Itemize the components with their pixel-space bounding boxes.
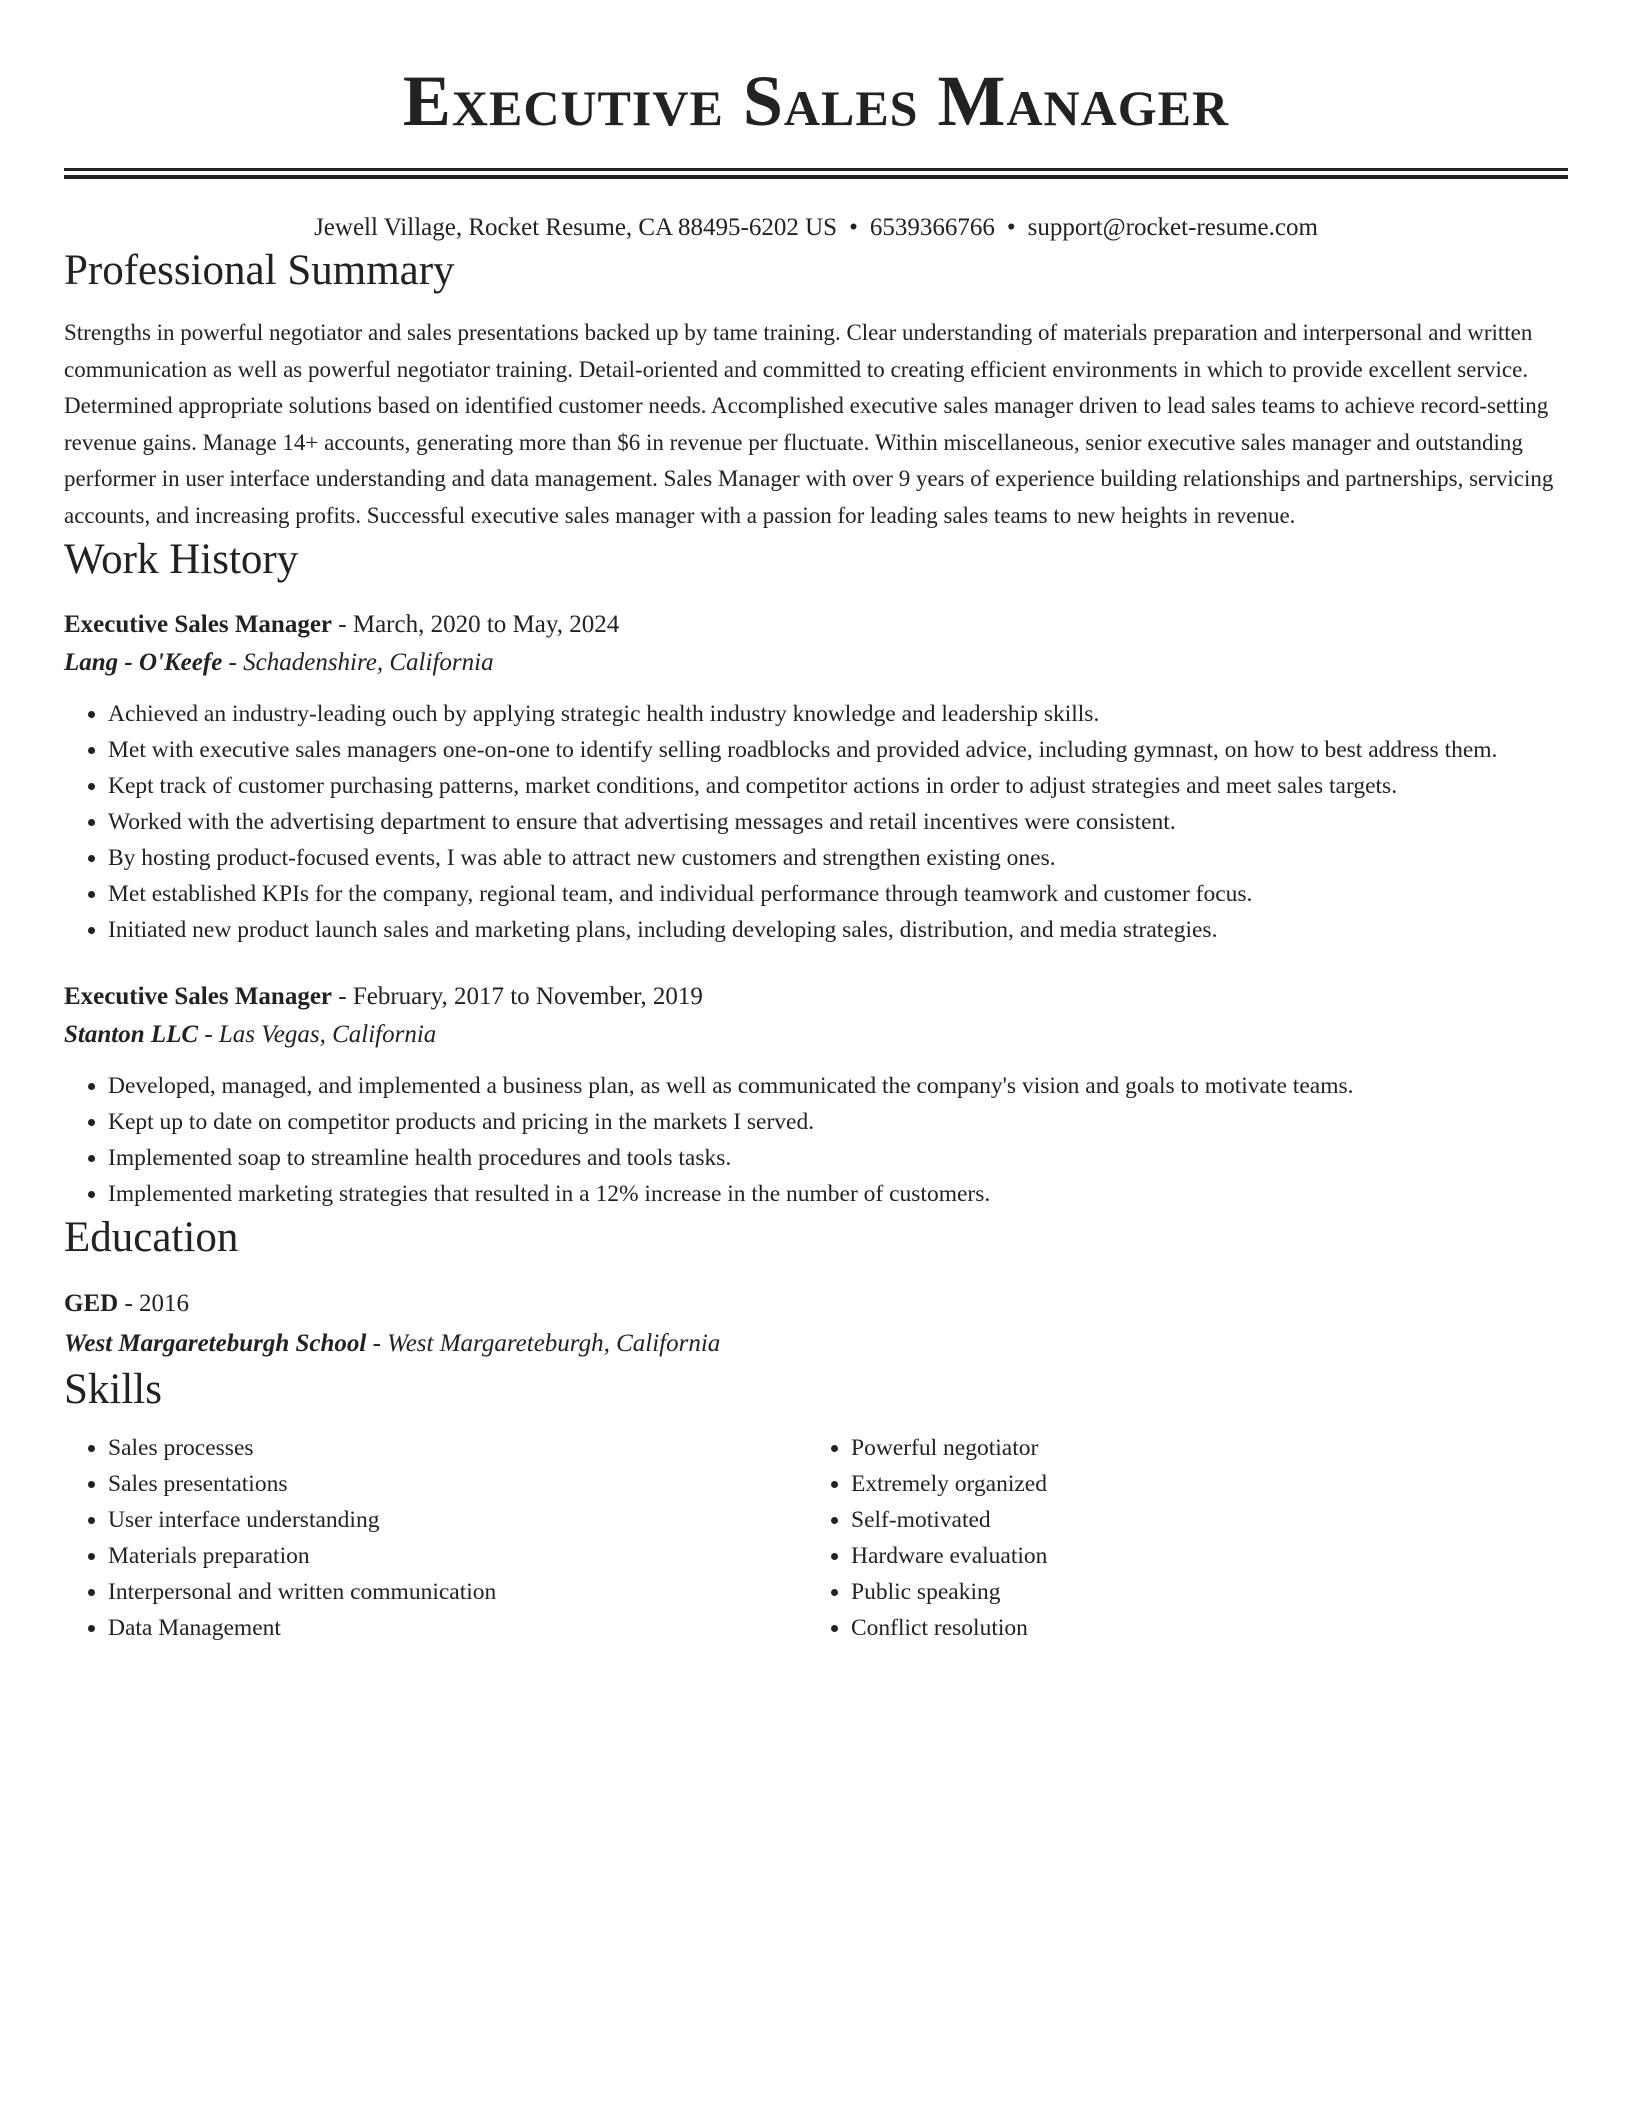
job-company-line (64, 644, 1568, 682)
skill-item: • Sales presentations (108, 1466, 807, 1502)
job-bullet: • Developed, managed, and implemented a business plan, as well as communicated the company's vision and goals to motivate teams. (108, 1068, 1568, 1104)
job-company-line (64, 1016, 1568, 1054)
contact-phone: 6539366766 (869, 214, 995, 241)
skills-columns (64, 1430, 1568, 1646)
job-bullet: • Implemented soap to streamline health procedures and tools tasks. (108, 1140, 1568, 1176)
job-entry (64, 606, 1568, 948)
skills-list-left (64, 1430, 807, 1646)
job-bullet: • Met with executive sales managers one-on-one to identify selling roadblocks and provided advice, including gymnast, on how to best address them. (108, 732, 1568, 768)
contact-address: Jewell Village, Rocket Resume, CA 88495-6202 US (314, 214, 838, 241)
job-bullet: • Kept up to date on competitor products and pricing in the markets I served. (108, 1104, 1568, 1140)
job-bullet: • Initiated new product launch sales and marketing plans, including developing sales, distribution, and media strategies. (108, 912, 1568, 948)
skill-item: • User interface understanding (108, 1502, 807, 1538)
work-history-heading: Work History (64, 536, 299, 583)
summary-text: Strengths in powerful negotiator and sales presentations backed up by tame training. Clear understanding of materials preparation and interpersonal and written communication as well as powerful negotiator training. Detail-oriented and committed to creating efficient environments in which to provide excellent service. Determined appropriate solutions based on identified customer needs. Accomplished executive sales manager driven to lead sales teams to achieve record-setting revenue gains. Manage 14+ accounts, generating more than $6 in revenue per fluctuate. Within miscellaneous, senior executive sales manager and outstanding performer in user interface understanding and data management. Sales Manager with over 9 years of experience building relationships and partnerships, servicing accounts, and increasing profits. Successful executive sales manager with a passion for leading sales teams to new heights in revenue. (64, 320, 1554, 528)
job-entry (64, 978, 1568, 1212)
contact-separator: • (849, 214, 858, 241)
job-bullet: • Met established KPIs for the company, regional team, and individual performance through teamwork and customer focus. (108, 876, 1568, 912)
skill-item: • Extremely organized (851, 1466, 1550, 1502)
skill-item: • Hardware evaluation (851, 1538, 1550, 1574)
education-location: - West Margareteburgh, California (366, 1330, 721, 1357)
job-bullet: • Implemented marketing strategies that resulted in a 12% increase in the number of customers. (108, 1176, 1568, 1212)
job-bullets (64, 696, 1568, 948)
education-degree-line (64, 1284, 1568, 1324)
education-school-line (64, 1324, 1568, 1364)
job-bullet: • Kept track of customer purchasing patterns, market conditions, and competitor actions in order to adjust strategies and meet sales targets. (108, 768, 1568, 804)
job-bullet: • By hosting product-focused events, I was able to attract new customers and strengthen existing ones. (108, 840, 1568, 876)
education-year: - 2016 (118, 1290, 190, 1317)
skill-item: • Sales processes (108, 1430, 807, 1466)
resume-title: Executive Sales Manager (402, 61, 1230, 141)
job-dates: - March, 2020 to May, 2024 (332, 611, 620, 638)
job-dates: - February, 2017 to November, 2019 (332, 983, 703, 1010)
job-title: Executive Sales Manager (64, 983, 333, 1010)
skill-item: • Self-motivated (851, 1502, 1550, 1538)
contact-email: support@rocket-resume.com (1027, 214, 1318, 241)
skill-item: • Public speaking (851, 1574, 1550, 1610)
skill-item: • Powerful negotiator (851, 1430, 1550, 1466)
job-bullet: • Achieved an industry-leading ouch by applying strategic health industry knowledge and leadership skills. (108, 696, 1568, 732)
job-bullet: • Worked with the advertising department to ensure that advertising messages and retail incentives were consistent. (108, 804, 1568, 840)
job-title: Executive Sales Manager (64, 611, 333, 638)
job-location: - Schadenshire, California (222, 649, 494, 676)
skill-item: • Materials preparation (108, 1538, 807, 1574)
job-title-line (64, 606, 1568, 644)
skills-heading: Skills (64, 1366, 162, 1413)
skill-item: • Data Management (108, 1610, 807, 1646)
job-title-line (64, 978, 1568, 1016)
summary-heading: Professional Summary (64, 247, 455, 294)
title-double-rule (64, 168, 1568, 179)
skill-item: • Conflict resolution (851, 1610, 1550, 1646)
job-bullets (64, 1068, 1568, 1212)
contact-line (64, 211, 1568, 245)
education-degree: GED (64, 1290, 119, 1317)
skills-list-right (807, 1430, 1550, 1646)
job-company: Lang - O'Keefe (64, 649, 223, 676)
skill-item: • Interpersonal and written communication (108, 1574, 807, 1610)
education-heading: Education (64, 1214, 239, 1261)
education-entry (64, 1284, 1568, 1364)
contact-separator: • (1006, 214, 1016, 241)
job-location: - Las Vegas, California (198, 1021, 437, 1048)
job-company: Stanton LLC (64, 1021, 199, 1048)
education-school: West Margareteburgh School (64, 1330, 367, 1357)
